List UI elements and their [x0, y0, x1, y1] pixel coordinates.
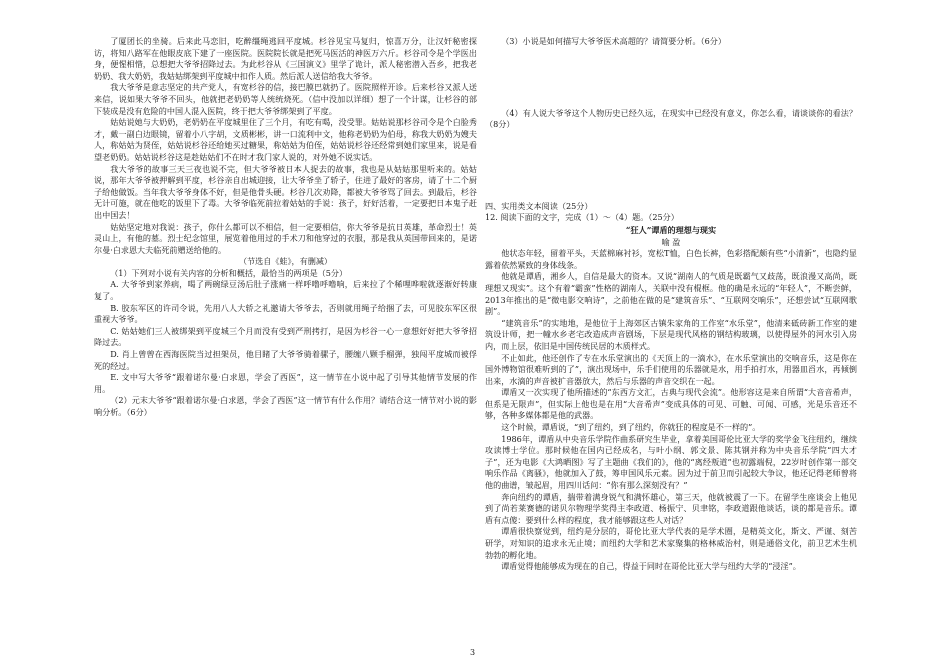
option-a: A. 大爷爷到家养病，喝了两碗绿豆汤后肚子涨痛一样呼噜呼噜响，后来拉了个稀哩哗啦就逐渐好转康复了。 [94, 279, 477, 302]
story-paragraph: 我大爷爷是意志坚定的共产党人，有宽杉谷的信，接巴膜巴就扔了。医院照样开诊。后来杉谷又派人送来信，说如果大爷爷不回头，他就把老奶奶等人统统烧死。（信中没加以详细）想了一个计谋，让杉谷的部下装成是没有危险的中国人混入医院，终于把大爷爷绑架到了平度。 [94, 82, 477, 116]
question-2: （2）元末大爷爷“跟着诺尔曼·白求恩，学会了西医”这一情节有什么作用？请结合这一情节对小说的影响分析。（6分） [94, 395, 477, 417]
option-d: D. 肖上曾曾在西海医院当过担架员，他目睹了大爷爷骑着骡子，腰缠八颗手榴弹，独闯平度城而被俘死的经过。 [94, 349, 477, 371]
story-paragraph: 姑姑说她与大奶奶，老奶奶在平度城里住了三个月，有吃有喝，没受罪。姑姑说那杉谷司令是个白脸秀才，戴一副白边眼镜，留着小八字胡，文质彬彬，讲一口流利中文，他称老奶奶为伯母，称我大奶奶为嫂夫人，称姑姑为贤侄，姑姑说杉谷还给她买过糖果，称姑姑为伯侄，姑姑说杉谷还经常到她们家里来，说是看望老奶奶。姑姑说杉谷这是趁姑姑们不在时才我门家人说的，对外她不说实话。 [94, 117, 477, 162]
option-c: C. 姑姑她们三人被绑架到平度城三个月而没有受到严刑拷打，是因为杉谷一心一意想好好把大爷爷招降过去。 [94, 325, 477, 348]
page-number: 3 [470, 648, 476, 657]
article-paragraph: 奔向纽约的谭盾，揣带着满身锐气和满怀雄心，第三天，他就被震了一下。在留学生座谈会上他见到了尚若莱赛德的诺贝尔物理学奖得主李政道、杨振宁、贝聿铭，李政道跟他谈话，谈的都是音乐。谭盾有点傻：要到什么样的程度，我才能够跟这些人对话？ [485, 491, 857, 525]
option-b: B. 胶东军区的许司令说，先用八人大轿之礼邀请大爷爷去，否则就用绳子给捆了去，可见胶东军区很重视大爷爷。 [94, 302, 477, 325]
article-paragraph: 1986年，谭盾从中央音乐学院作曲系研究生毕业，拿着美国哥伦比亚大学的奖学金飞往纽约，继续攻读博士学位。那时候他在国内已经成名，与叶小纲、郭文景、陈其钢并称为中央音乐学院“四大才子”，还为电影《大鸿晒图》写了主题曲《我们的》，他的“离经叛道”也初露端倪，22岁时创作第一部交响乐作品《离骚》，他就加入了鼓，筹申国风乐元素。因为过于前卫而引起较大争议，他还记得老师曾将他的曲谱，皱起眉，用四川话问：“你有那么深刻没有？” [485, 433, 857, 491]
source-note: （节选自《蛙》，有删减） [238, 256, 333, 267]
left-column [94, 36, 477, 419]
question-1 [94, 268, 477, 396]
article-paragraph: 谭盾又一次实现了他所描述的“东西方文汇，古典与现代会流”。他形容这是来自所谓“大音音希声，但系是无限声”，但实际上他也是在用“大音希声”变成具体的可见、可触、可闻、可感，光是乐音还不够，各种多媒体都是他的武器。 [485, 387, 857, 421]
option-e: E. 文中写大爷爷“跟着诺尔曼·白求恩，学会了西医”，这一情节在小说中起了引导其他情节发展的作用。 [94, 372, 477, 394]
question-12-intro: 12. 阅读下面的文字，完成（1）～（4）题。（25分） [485, 212, 679, 223]
question-4: （4）有人说大爷爷这个人物历史已经久远，在现实中已经没有意义，你怎么看，请谈谈你的看法？（8分） [485, 107, 857, 130]
article-paragraph: “建筑音乐”的实地地，是他位于上海郊区古镇朱家角的工作室“水乐堂”，他清来砥砖新工作室的建筑设计师，把一幢水乡老宅改造成声音剧场，下层是现代风格的钢结构玻璃，以使得屋外的河水引入房内，而上层，依旧是中国传统民居的木质样式。 [485, 317, 857, 351]
article-paragraph: 谭盾觉得他能够成为现在的自己，得益于同时在哥伦比亚大学与纽约大学的“浸淫”。 [501, 561, 801, 572]
story-text [94, 36, 477, 256]
question-1-stem: （1）下列对小说有关内容的分析和概括，最恰当的两项是（5分） [110, 267, 348, 278]
question-3: （3）小说是如何描写大爷爷医术高超的？请简要分析。（6分） [501, 36, 726, 46]
story-paragraph: 姑姑坚定地对我说：孩子，你什么都可以不相信，但一定要相信，你大爷爷是抗日英雄，革命烈士！英灵山上，有他的墓。烈士纪念馆里，展览着他用过的手术刀和他穿过的衣服，那是我从英国带回来的，是诺尔曼·白求恩大夫临死前赠送给他的。 [94, 221, 477, 255]
story-paragraph: 我大爷爷的故事三天三夜也说不完，但大爷爷被日本人捉去的故事，我也是从姑姑那里听来的。姑姑说，那年大爷爷被押解到平度，杉谷亲自出城迎接，让大爷爷坐了轿子，住进了最好的客房，请了十二个厨子给他做饭。当年我大爷爷身体不好，但是他骨头硬。杉谷几次劝降，都被大爷爷骂了回去。到最后，杉谷无计可施，就在他吃的饭里下了毒。大爷爷临死前拉着姑姑的手说：孩子，好好活着，一定要把日本鬼子赶出中国去！ [94, 163, 477, 220]
article-author: 喻 盈 [661, 236, 681, 247]
article-title: “狂人”谭盾的理想与现实 [625, 224, 717, 235]
section-title: 四、实用类文本阅读（25分） [485, 200, 593, 211]
article-body [485, 248, 857, 573]
article-paragraph: 不止如此，他还创作了专在水乐堂演出的《天顶上的一滴水》，在水乐堂演出的交响音乐，这是你在国外博物馆很难听到的了”，演出现场中，乐手们使用的乐器就是水，用手拍打水，用器皿舀水，再倾倒出来，水滴的声音被扩音器放大，然后与乐器的声音交织在一起。 [485, 352, 857, 386]
right-column [485, 36, 857, 573]
story-paragraph: 了厦团长的坐骑。后来此马恋旧，吃醉缰绳逃回平度城。杉谷见宝马复归，惊喜万分，让汉奸秘密探访，将知八路军在他眼皮底下建了一座医院。医院院长就是把死马医活的神医万六斤。杉谷司令是个学医出身，便惺相惜，总想把大爷爷招降过去。为此杉谷从《三国演义》里学了诡计，派人秘密潜入吾乡，把我老奶奶、我大奶奶，我姑姑绑架到平度城中扣作人质。然后派人送信给我大爷爷。 [94, 36, 477, 81]
article-paragraph: 这个时候，谭盾说，“到了纽约，到了纽约，你就狂的程度是不一样的”。 [501, 422, 761, 433]
article-paragraph: 谭盾很快察觉到，纽约是分层的，哥伦比亚大学代表的是学术圈，是精英文化，斯文、严谨、刻苦研学，对知识的追求永无止境；而纽约大学和艺术家聚集的格林威治村，则是通俗文化，前卫艺术生机勃勃的孵化地。 [485, 526, 857, 560]
article-paragraph: 他状态年轻，留着平头，天蓝棉麻衬衫，宽松T恤，白色长裤，色彩搭配颇有些“小清新”，也隐约显露着依然紧致的身体线条。 [485, 248, 857, 270]
article-paragraph: 他就是谭盾，湘乡人，自信是最大的资本。又说“湖南人的气质是既霸气又歧荡，既浪漫又高尚，既理想又现实”。这个有着“霸蛮”性格的湖南人，关联中没有棍框。他的确是永远的“年轻人”，不断尝鲜，2013年推出的是“微电影交响诗”，之前他在做的是“建筑音乐”、“互联网交响乐”，还想尝试“互联网歌剧”。 [485, 271, 857, 317]
